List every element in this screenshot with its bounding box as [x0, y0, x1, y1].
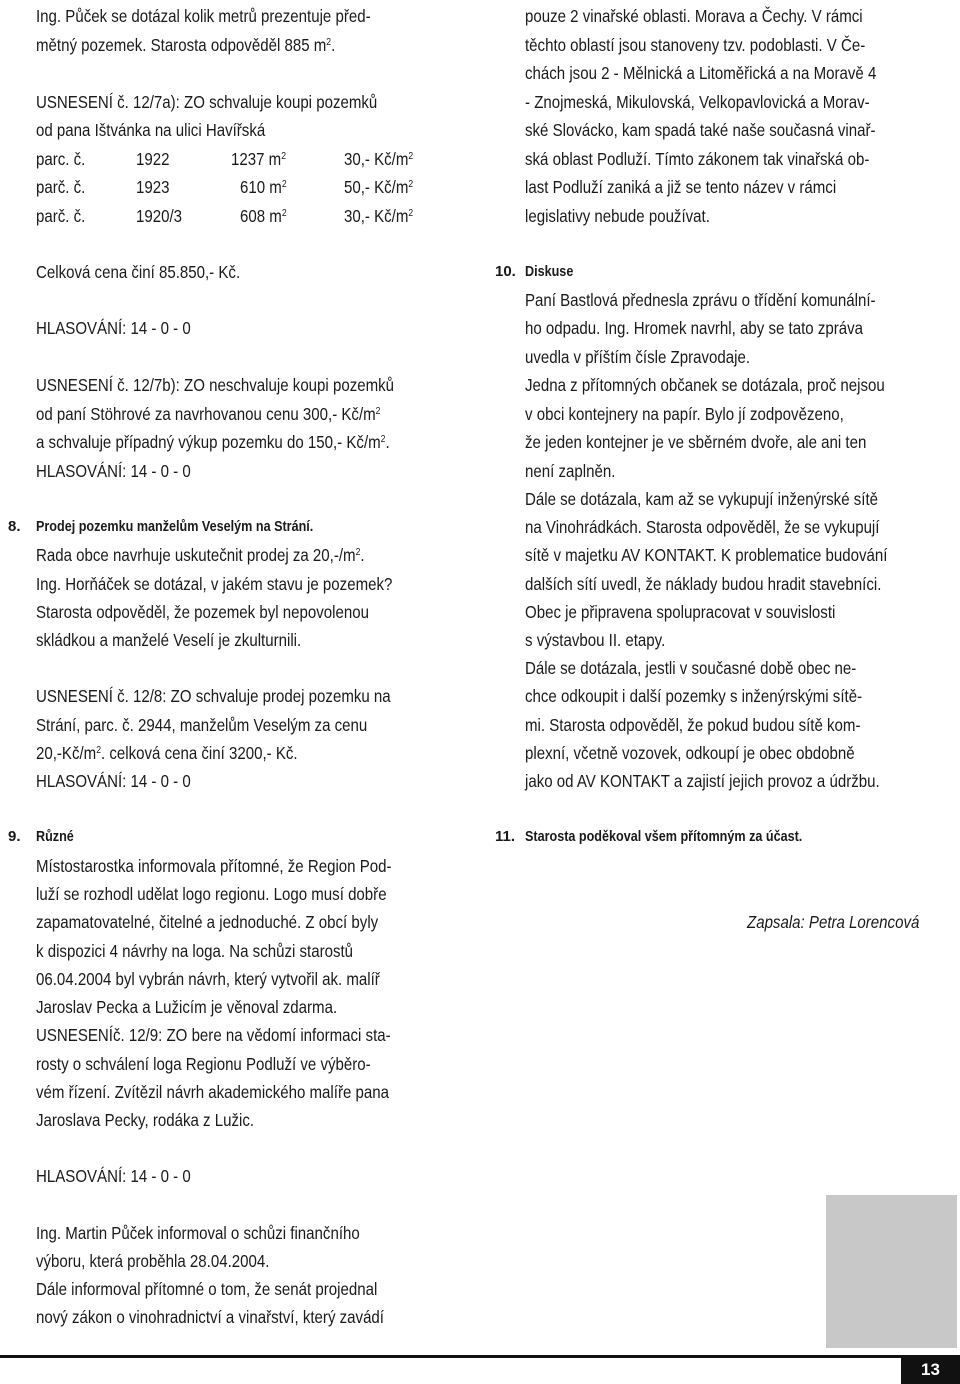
- section-title: Diskuse: [525, 263, 574, 280]
- text-line: vém řízení. Zvítězil návrh akademického malíře pana: [36, 1082, 390, 1102]
- text-line: USNESENÍ č. 12/7b): ZO neschvaluje koupi pozemků: [36, 375, 395, 395]
- text-line: plexní, včetně vozovek, odkoupí je obec obdobně: [525, 743, 855, 763]
- section-title: Prodej pozemku manželům Veselým na Strání.: [36, 518, 314, 535]
- section-number: 11.: [495, 828, 516, 845]
- text-line: Rada obce navrhuje uskutečnit prodej za $20,-/m^2$.: [36, 545, 365, 565]
- text-line: USNESENÍč. 12/9: ZO bere na vědomí informaci sta-: [36, 1025, 391, 1045]
- parcel-label: parc. č.: [36, 149, 86, 169]
- text-line: s výstavbou II. etapy.: [525, 630, 666, 650]
- text-line: mi. Starosta odpověděl, že pokud budou sítě kom-: [525, 715, 861, 735]
- text-line: Obec je připravena spolupracovat v souvislosti: [525, 602, 836, 622]
- text-line: Paní Bastlová přednesla zprávu o třídění komunální-: [525, 290, 876, 310]
- vote-line: HLASOVÁNÍ: 14 - 0 - 0: [36, 1166, 191, 1186]
- text-line: $20,-Kč/m^2$. celková cena činí 3200,- Kč.: [36, 743, 298, 763]
- text-line: ská oblast Podluží. Tímto zákonem tak vinařská ob-: [525, 149, 870, 169]
- parcel-price: 50,- $Kč/m^2$: [344, 177, 414, 197]
- text-line: mětný pozemek. Starosta odpověděl 885 $m^2$.: [36, 35, 336, 55]
- parcel-price: 30,- $Kč/m^2$: [344, 149, 414, 169]
- text-line: Ing. Martin Půček informoval o schůzi finančního: [36, 1223, 360, 1243]
- parcel-area: 610 $m^2$: [240, 177, 287, 197]
- text-line: USNESENÍ č. 12/8: ZO schvaluje prodej pozemku na: [36, 686, 391, 706]
- text-line: Jaroslava Pecky, rodáka z Lužic.: [36, 1110, 255, 1130]
- text-line: není zaplněn.: [525, 461, 616, 481]
- text-line: a schvaluje případný výkup pozemku do 150,- $Kč/m^2$.: [36, 432, 390, 452]
- text-line: v obci kontejnery na papír. Bylo jí zodpovězeno,: [525, 404, 844, 424]
- section-number: 9.: [8, 828, 21, 845]
- section-number: 8.: [8, 518, 21, 535]
- text-line: od paní Stöhrové za navrhovanou cenu 300,- $Kč/m^2$: [36, 404, 381, 424]
- text-line: Dále se dotázala, jestli v současné době obec ne-: [525, 658, 857, 678]
- text-line: Ing. Půček se dotázal kolik metrů prezentuje před-: [36, 6, 371, 26]
- page-number: 13: [901, 1356, 960, 1384]
- parcel-number: 1922: [136, 149, 170, 169]
- parcel-area: 1237 $m^2$: [231, 149, 286, 169]
- text-line: Místostarostka informovala přítomné, že Region Pod-: [36, 856, 392, 876]
- vote-line: HLASOVÁNÍ: 14 - 0 - 0: [36, 461, 191, 481]
- text-line: Dále se dotázala, kam až se vykupují inženýrské sítě: [525, 489, 879, 509]
- parcel-number: 1923: [136, 177, 170, 197]
- text-line: Dále informoval přítomné o tom, že senát projednal: [36, 1279, 378, 1299]
- text-line: těchto oblastí jsou stanoveny tzv. podoblasti. V Če-: [525, 35, 866, 55]
- text-line: jako od AV KONTAKT a zajistí jejich provoz a údržbu.: [525, 771, 880, 791]
- text-line: rosty o schválení loga Regionu Podluží ve výběro-: [36, 1054, 371, 1074]
- text-line: 06.04.2004 byl vybrán návrh, který vytvořil ak. malíř: [36, 969, 380, 989]
- text-line: chce odkoupit i další pozemky s inženýrskými sítě-: [525, 686, 863, 706]
- text-line: Strání, parc. č. 2944, manželům Veselým za cenu: [36, 715, 368, 735]
- text-line: Jaroslav Pecka a Lužicím je věnoval zdarma.: [36, 997, 338, 1017]
- text-line: Jedna z přítomných občanek se dotázala, proč nejsou: [525, 375, 885, 395]
- parcel-label: parč. č.: [36, 177, 86, 197]
- text-line: zapamatovatelné, čitelné a jednoduché. Z obcí byly: [36, 912, 379, 932]
- text-line: last Podluží zaniká a již se tento název v rámci: [525, 177, 837, 197]
- text-line: USNESENÍ č. 12/7a): ZO schvaluje koupi pozemků: [36, 92, 378, 112]
- text-line: uvedla v příštím čísle Zpravodaje.: [525, 347, 751, 367]
- parcel-label: parč. č.: [36, 206, 86, 226]
- footer-rule: [0, 1355, 960, 1358]
- text-line: sítě v majetku AV KONTAKT. K problematice budování: [525, 545, 888, 565]
- text-line: od pana Ištvánka na ulici Havířská: [36, 120, 266, 140]
- section-number: 10.: [495, 263, 516, 280]
- parcel-number: 1920/3: [136, 206, 183, 226]
- parcel-price: 30,- $Kč/m^2$: [344, 206, 414, 226]
- text-line: Starosta odpověděl, že pozemek byl nepovolenou: [36, 602, 370, 622]
- text-line: legislativy nebude používat.: [525, 206, 710, 226]
- photo-placeholder: [826, 1195, 957, 1348]
- text-line: pouze 2 vinařské oblasti. Morava a Čechy. V rámci: [525, 6, 863, 26]
- vote-line: HLASOVÁNÍ: 14 - 0 - 0: [36, 318, 191, 338]
- text-line: ho odpadu. Ing. Hromek navrhl, aby se tato zpráva: [525, 318, 863, 338]
- text-line: ské Slovácko, kam spadá také naše současná vinař-: [525, 120, 876, 140]
- text-line: Celková cena činí 85.850,- Kč.: [36, 262, 241, 282]
- text-line: chách jsou 2 - Mělnická a Litoměřická a na Moravě 4: [525, 63, 877, 83]
- text-line: - Znojmeská, Mikulovská, Velkopavlovická a Morav-: [525, 92, 870, 112]
- text-line: skládkou a manželé Veselí je zkulturnili.: [36, 630, 302, 650]
- signature-line: Zapsala: Petra Lorencová: [747, 912, 920, 932]
- text-line: nový zákon o vinohradnictví a vinařství, který zavádí: [36, 1307, 384, 1327]
- parcel-area: 608 $m^2$: [240, 206, 287, 226]
- section-title: Starosta poděkoval všem přítomným za účast.: [525, 828, 803, 845]
- text-line: k dispozici 4 návrhy na loga. Na schůzi starostů: [36, 941, 354, 961]
- text-line: Ing. Horňáček se dotázal, v jakém stavu je pozemek?: [36, 574, 393, 594]
- text-line: že jeden kontejner je ve sběrném dvoře, ale ani ten: [525, 432, 867, 452]
- section-title: Různé: [36, 828, 74, 845]
- vote-line: HLASOVÁNÍ: 14 - 0 - 0: [36, 771, 191, 791]
- text-line: na Vinohrádkách. Starosta odpověděl, že se vykupují: [525, 517, 880, 537]
- text-line: výboru, která proběhla 28.04.2004.: [36, 1251, 270, 1271]
- text-line: dalších sítí uvedl, že náklady budou hradit stavebníci.: [525, 574, 882, 594]
- text-line: luží se rozhodl udělat logo regionu. Logo musí dobře: [36, 884, 387, 904]
